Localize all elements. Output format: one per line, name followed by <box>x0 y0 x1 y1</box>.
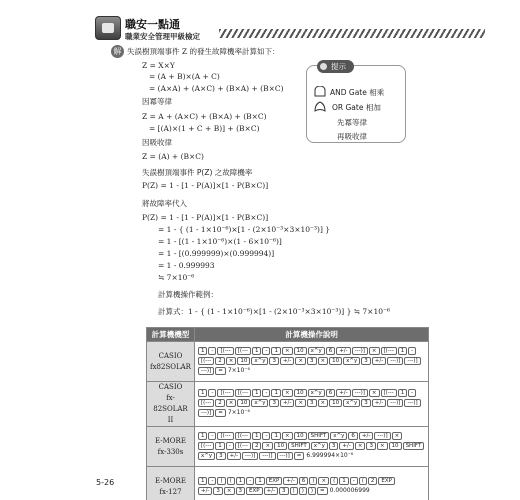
calculator-key: [(--- <box>217 432 233 440</box>
table-row <box>147 467 429 500</box>
calculator-key: 6 <box>326 347 336 355</box>
calculator-key: +/- <box>264 487 278 495</box>
result-value: 7×10⁻⁶ <box>227 366 250 374</box>
model-name-line: CASIO <box>158 383 183 391</box>
calculator-key: ---)] <box>352 347 368 355</box>
calculator-key: 2 <box>252 442 262 450</box>
calculator-key: 1 <box>252 432 262 440</box>
calculator-key: 10 <box>389 442 402 450</box>
calculator-key: × <box>369 389 380 397</box>
calculator-key: [(--- <box>381 347 397 355</box>
table-row <box>147 427 429 467</box>
calculator-key: - <box>262 347 270 355</box>
derivation-line: ≒ 7×10⁻⁶ <box>158 273 195 282</box>
derivation-line: 因冪等律 <box>142 97 172 106</box>
calculator-key: x^y <box>198 452 215 460</box>
calculator-key: EXP <box>246 487 263 495</box>
calculator-key: × <box>392 432 403 440</box>
calculator-key: 3 <box>361 357 371 365</box>
calculator-key: × <box>262 442 273 450</box>
calculator-key: × <box>377 442 388 450</box>
calculator-key: x^y <box>330 432 347 440</box>
calculator-key: 2 <box>368 477 378 485</box>
table-header-ops: 計算機操作說明 <box>194 328 428 342</box>
answer-bullet-icon: 解 <box>111 45 124 58</box>
calculator-key: +/- <box>339 442 353 450</box>
calculator-key: +/- <box>336 389 350 397</box>
header-title: 職安一點通 <box>125 18 180 31</box>
chapter-icon <box>95 16 121 40</box>
calculator-key: - <box>208 432 216 440</box>
calculator-key: +/- <box>283 477 297 485</box>
calculator-key: 1 <box>252 389 262 397</box>
derivation-line: Z = X×Y <box>142 61 175 70</box>
calculator-key: [(--- <box>198 442 214 450</box>
calculator-key: - <box>226 442 234 450</box>
calculator-key: × <box>282 347 293 355</box>
derivation-line: 失誤樹頂端事件 P(Z) 之故障機率 <box>142 168 253 177</box>
calculator-key: - <box>262 432 270 440</box>
calculator-key: - <box>208 477 216 485</box>
calculator-key: ---)] <box>387 357 403 365</box>
result-value: 7×10⁻⁶ <box>227 409 250 416</box>
calculator-key: - <box>208 389 216 397</box>
calculator-key: [(--- <box>235 347 251 355</box>
calculator-key: ) <box>308 487 316 495</box>
calculator-key: 1 <box>271 347 281 355</box>
calculator-key: [(--- <box>235 432 251 440</box>
calculator-key: × <box>226 357 237 365</box>
calculator-key: x^y <box>251 399 268 407</box>
key-sequence-line <box>198 357 425 367</box>
calculator-key: ) <box>290 487 298 495</box>
key-sequence <box>194 342 428 382</box>
calculator-key: EXP <box>378 477 395 485</box>
key-sequence-line <box>198 367 425 377</box>
calculator-key: × <box>355 442 366 450</box>
calculator-key: × <box>295 357 306 365</box>
key-sequence-line <box>198 477 425 487</box>
calculator-key: × <box>224 487 235 495</box>
calculator-key: ) <box>299 487 307 495</box>
calculator-key: 1 <box>398 347 408 355</box>
key-sequence-line <box>198 409 425 419</box>
calculator-model <box>147 427 195 467</box>
table-body <box>147 342 429 500</box>
calculator-key: 1 <box>271 389 281 397</box>
calculator-key: x^y <box>251 357 268 365</box>
calculator-table <box>146 327 429 500</box>
calculator-key: 1 <box>198 432 208 440</box>
derivation-line: Z = A + (A×C) + (B×A) + (B×C) <box>142 112 267 121</box>
calculator-key: 10 <box>274 442 287 450</box>
derivation-line: 計算機操作範例： <box>158 290 218 299</box>
intro-text: 失誤樹頂端事件 Z 的發生故障機率計算如下： <box>127 47 280 56</box>
derivation-line: P(Z) = 1 - [1 - P(A)]×[1 - P(B×C)] <box>142 213 269 222</box>
model-name-line: fx-82SOLAR II <box>153 394 188 424</box>
calculator-key: ( <box>227 477 235 485</box>
tip-label: 提示 <box>317 60 354 73</box>
derivation-line: = (A×A) + (A×C) + (B×A) + (B×C) <box>149 84 284 93</box>
calculator-key: ---)] <box>387 399 403 407</box>
calculator-key: ) <box>309 477 317 485</box>
calculator-key: 10 <box>237 357 250 365</box>
header-subtitle: 職業安全管理甲級檢定 <box>125 32 200 41</box>
calculator-key: 3 <box>236 487 246 495</box>
calculator-key: x^y <box>343 357 360 365</box>
key-sequence-line <box>198 347 425 357</box>
calculator-key: +/- <box>336 347 350 355</box>
derivation-line: = 1 - [(0.999999)×(0.999994)] <box>158 249 275 258</box>
tip-and-gate: AND Gate 相乘 <box>330 88 385 97</box>
calculator-key: 2 <box>215 357 225 365</box>
model-name-line: E-MORE fx-330s <box>155 436 186 456</box>
calculator-key: 3 <box>213 487 223 495</box>
derivation-line: = [(A)×(1 + C + B)] + (B×C) <box>149 124 260 133</box>
calculator-key: × <box>318 399 329 407</box>
calculator-key: ( <box>217 477 225 485</box>
calculator-key: - <box>350 477 358 485</box>
table-row <box>147 342 429 382</box>
calculator-key: 10 <box>237 399 250 407</box>
calculator-key: = <box>215 409 226 417</box>
calculator-key: × <box>226 399 237 407</box>
derivation-line: = 1 - [(1 - 1×10⁻⁶)×(1 - 6×10⁻⁶)] <box>158 237 282 246</box>
calculator-key: - <box>262 389 270 397</box>
calculator-key: [(--- <box>217 347 233 355</box>
model-name-line: CASIO <box>158 351 183 360</box>
derivation-line: = (A + B)×(A + C) <box>149 72 220 81</box>
calculator-key: - <box>208 347 216 355</box>
calculator-key: 10 <box>329 399 342 407</box>
calculator-key: [(--- <box>381 389 397 397</box>
calculator-key: × <box>369 347 380 355</box>
model-name-line: E-MORE fx-127 <box>155 476 186 496</box>
calculator-key: +/- <box>372 399 386 407</box>
key-sequence-line <box>198 389 425 399</box>
calculator-key: +/- <box>227 452 241 460</box>
derivation-line: 計算式：1 - { (1 - 1×10⁻⁶)×[1 - (2×10⁻³×3×10⁻³)] } ≒ 7×10⁻⁶ <box>158 307 390 316</box>
calculator-key: × <box>295 399 306 407</box>
calculator-key: = <box>317 487 328 495</box>
calculator-key: 10 <box>294 389 307 397</box>
result-value: 6.999994×10⁻⁶ <box>306 451 354 459</box>
calculator-key: × <box>318 357 329 365</box>
calculator-key: 1 <box>198 347 208 355</box>
calculator-key: ---)] <box>198 367 214 375</box>
calculator-key: 6 <box>348 432 358 440</box>
and-gate-icon <box>314 86 326 97</box>
calculator-key: SHIFT <box>403 442 425 450</box>
tip-absorption: 再吸收律 <box>337 132 367 141</box>
calculator-key: × <box>318 477 329 485</box>
calculator-key: SHIFT <box>288 442 310 450</box>
calculator-key: EXP <box>266 477 283 485</box>
calculator-key: 10 <box>329 357 342 365</box>
calculator-key: × <box>282 432 293 440</box>
calculator-key: x^y <box>343 399 360 407</box>
derivation-line: 將故障率代入 <box>142 199 187 208</box>
calculator-key: 1 <box>252 347 262 355</box>
calculator-key: 3 <box>329 442 339 450</box>
calculator-key: 1 <box>198 477 208 485</box>
calculator-key: [(--- <box>198 357 214 365</box>
calculator-key: +/- <box>372 357 386 365</box>
calculator-key: ( <box>359 477 367 485</box>
calculator-key: ---)] <box>404 399 420 407</box>
calculator-key: 10 <box>294 347 307 355</box>
calculator-key: ---)] <box>374 432 390 440</box>
calculator-key: 2 <box>215 399 225 407</box>
or-gate-icon <box>314 101 326 112</box>
calculator-key: 3 <box>307 357 317 365</box>
tip-or-gate: OR Gate 相加 <box>332 103 381 112</box>
key-sequence-line <box>198 399 425 409</box>
derivation-line: = 1 - { (1 - 1×10⁻⁶)×[1 - (2×10⁻³×3×10⁻³)] } <box>158 225 331 234</box>
calculator-key: ---)] <box>352 389 368 397</box>
calculator-model <box>147 382 195 427</box>
calculator-key: 3 <box>307 399 317 407</box>
calculator-key: [(--- <box>235 442 251 450</box>
calculator-key: +/- <box>280 399 294 407</box>
calculator-key: 3 <box>366 442 376 450</box>
key-sequence <box>194 427 428 467</box>
calculator-key: - <box>408 347 416 355</box>
model-name-line: fx82SOLAR <box>150 362 191 371</box>
calculator-key: - <box>408 389 416 397</box>
calculator-key: 3 <box>279 487 289 495</box>
calculator-key: 3 <box>361 399 371 407</box>
calculator-key: 3 <box>269 357 279 365</box>
calculator-key: 1 <box>271 432 281 440</box>
calculator-key: = <box>215 367 226 375</box>
page-header <box>95 14 485 44</box>
page-number: 5-26 <box>96 478 115 487</box>
calculator-key: 1 <box>255 477 265 485</box>
calculator-key: 6 <box>299 477 309 485</box>
derivation-line: = 1 - 0.999993 <box>158 261 215 270</box>
calculator-key: 1 <box>215 442 225 450</box>
key-sequence <box>194 382 428 427</box>
derivation-line: 因吸收律 <box>142 138 172 147</box>
calculator-key: ---)] <box>242 452 258 460</box>
calculator-key: SHIFT <box>308 432 330 440</box>
calculator-key: 6 <box>326 389 336 397</box>
calculator-key: x^y <box>308 347 325 355</box>
tip-idempotent: 先冪等律 <box>337 118 367 127</box>
key-sequence-line <box>198 487 425 497</box>
calculator-key: ---)] <box>259 452 275 460</box>
calculator-key: x^y <box>311 442 328 450</box>
result-value: 0.000006999 <box>329 486 370 494</box>
calculator-model <box>147 342 195 382</box>
calculator-key: [(--- <box>235 389 251 397</box>
header-decorative-bar <box>219 29 485 38</box>
calculator-key: - <box>246 477 254 485</box>
derivation-line: P(Z) = 1 - [1 - P(A)]×[1 - P(B×C)] <box>142 181 269 190</box>
calculator-model <box>147 467 195 500</box>
calculator-key: 1 <box>398 389 408 397</box>
table-header-model: 計算機機型 <box>147 328 195 342</box>
calculator-key: [(--- <box>198 399 214 407</box>
calculator-key: 10 <box>294 432 307 440</box>
calculator-key: [(--- <box>217 389 233 397</box>
key-sequence <box>194 467 428 500</box>
key-sequence-line <box>198 452 425 462</box>
key-sequence-line <box>198 432 425 442</box>
table-row <box>147 382 429 427</box>
calculator-key: 1 <box>339 477 349 485</box>
calculator-key: × <box>282 389 293 397</box>
calculator-key: +/- <box>198 487 212 495</box>
calculator-key: ( <box>330 477 338 485</box>
calculator-key: ---)] <box>404 357 420 365</box>
calculator-key: x^y <box>308 389 325 397</box>
calculator-key: 1 <box>236 477 246 485</box>
calculator-key: 3 <box>216 452 226 460</box>
calculator-key: 3 <box>269 399 279 407</box>
calculator-key: ---)] <box>198 409 214 417</box>
derivation-line: Z = (A) + (B×C) <box>142 152 204 161</box>
key-sequence-line <box>198 442 425 452</box>
calculator-key: +/- <box>359 432 373 440</box>
calculator-key: = <box>294 452 305 460</box>
calculator-key: ---)] <box>277 452 293 460</box>
calculator-key: 1 <box>198 389 208 397</box>
calculator-key: +/- <box>280 357 294 365</box>
